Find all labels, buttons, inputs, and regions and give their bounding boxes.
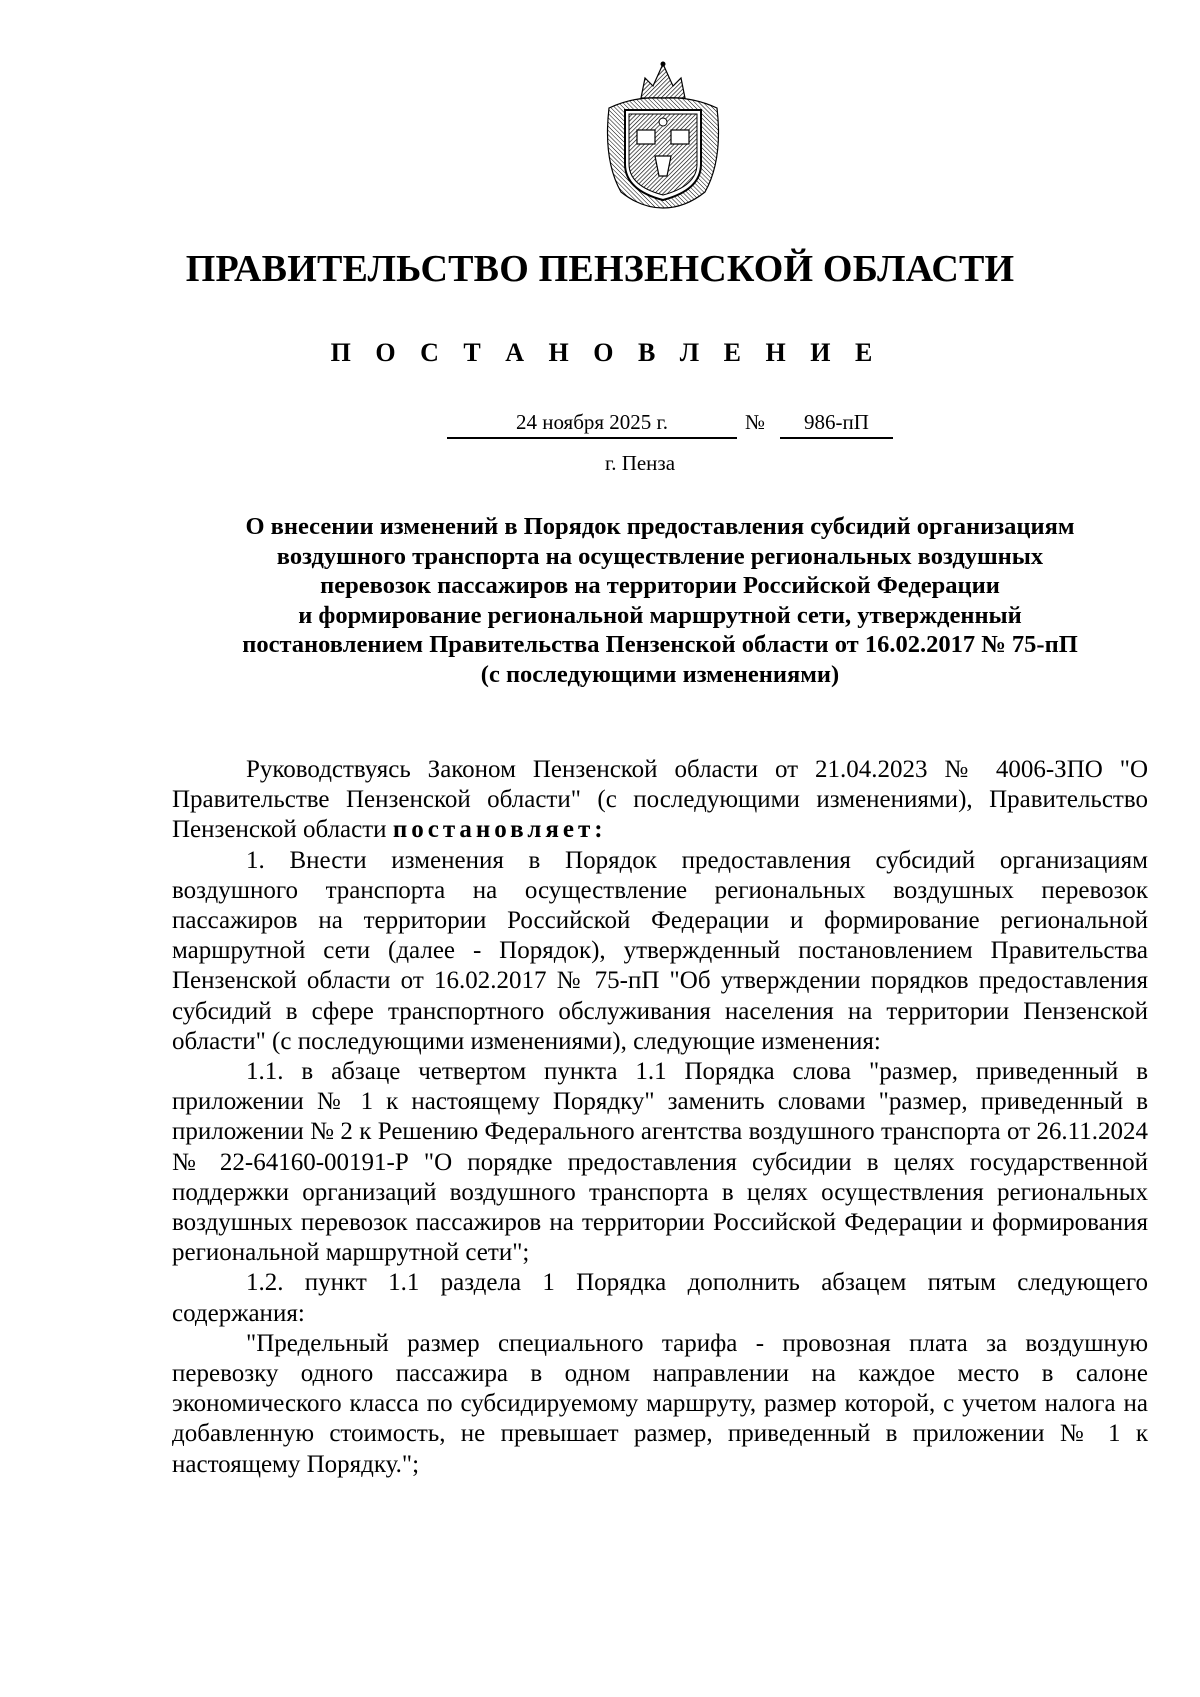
paragraph-preamble [172,755,1148,846]
paragraph-quote: "Предельный размер специального тарифа - провозная плата за воздушную перевозку одного пассажира в одном направлении на каждое место в салоне экономического класса по субсидируемому маршруту, размер которой, с учетом налога на добавленную стоимость, не превышает размер, приведенный в приложении № 1 к настоящему Порядку."; [172,1329,1148,1478]
preamble-text: Руководствуясь Законом Пензенской области от 21.04.2023 № 4006-ЗПО "О Правительстве Пензенской области" (с последующими изменениями), Правительство Пензенской области [172,756,1148,844]
number-sign: № [745,410,766,434]
date-underline [447,437,737,439]
paragraph-item-1-1: 1.1. в абзаце четвертом пункта 1.1 Порядка слова "размер, приведенный в приложении № 1 к настоящему Порядку" заменить словами "размер, приведенный в приложении № 2 к Решению Федерального агентства воздушного транспорта от 26.11.2024 № 22-64160-00191-Р "О порядке предоставления субсидии в целях государственной поддержки организаций воздушного транспорта в целях осуществления региональных воздушных перевозок пассажиров на территории Российской Федерации и формирования региональной маршрутной сети"; [172,1058,1148,1267]
document-city: г. Пенза [604,451,676,475]
organization-name: ПРАВИТЕЛЬСТВО ПЕНЗЕНСКОЙ ОБЛАСТИ [185,248,1015,290]
title-line: и формирование региональной маршрутной сети, утвержденный [298,601,1022,629]
number-underline [780,437,893,439]
document-type: П О С Т А Н О В Л Е Н И Е [330,338,882,367]
coat-of-arms-emblem [601,60,725,210]
title-line: О внесении изменений в Порядок предоставления субсидий организациям [245,513,1075,540]
title-line: постановлением Правительства Пензенской области от 16.02.2017 № 75-пП [242,631,1078,658]
paragraph-item-1: 1. Внести изменения в Порядок предоставления субсидий организациям воздушного транспорта на осуществление региональных воздушных перевозок пассажиров на территории Российской Федерации и формирование региональной маршрутной сети (далее - Порядок), утвержденный постановлением Правительства Пензенской области от 16.02.2017 № 75-пП "Об утверждении порядков предоставления субсидий в сфере транспортного обслуживания населения на территории Пензенской области" (с последующими изменениями), следующие изменения: [172,846,1148,1055]
title-line: воздушного транспорта на осуществление региональных воздушных [276,542,1044,570]
document-number: 986-пП [804,410,869,434]
document-body [172,755,1148,1480]
resolves-word: постановляет: [392,816,607,844]
document-date: 24 ноября 2025 г. [515,410,669,434]
title-line: перевозок пассажиров на территории Российской Федерации [320,572,1000,599]
title-line: (с последующими изменениями) [480,660,840,688]
paragraph-item-1-2: 1.2. пункт 1.1 раздела 1 Порядка дополнить абзацем пятым следующего содержания: [172,1269,1148,1327]
document-title [160,512,1160,689]
